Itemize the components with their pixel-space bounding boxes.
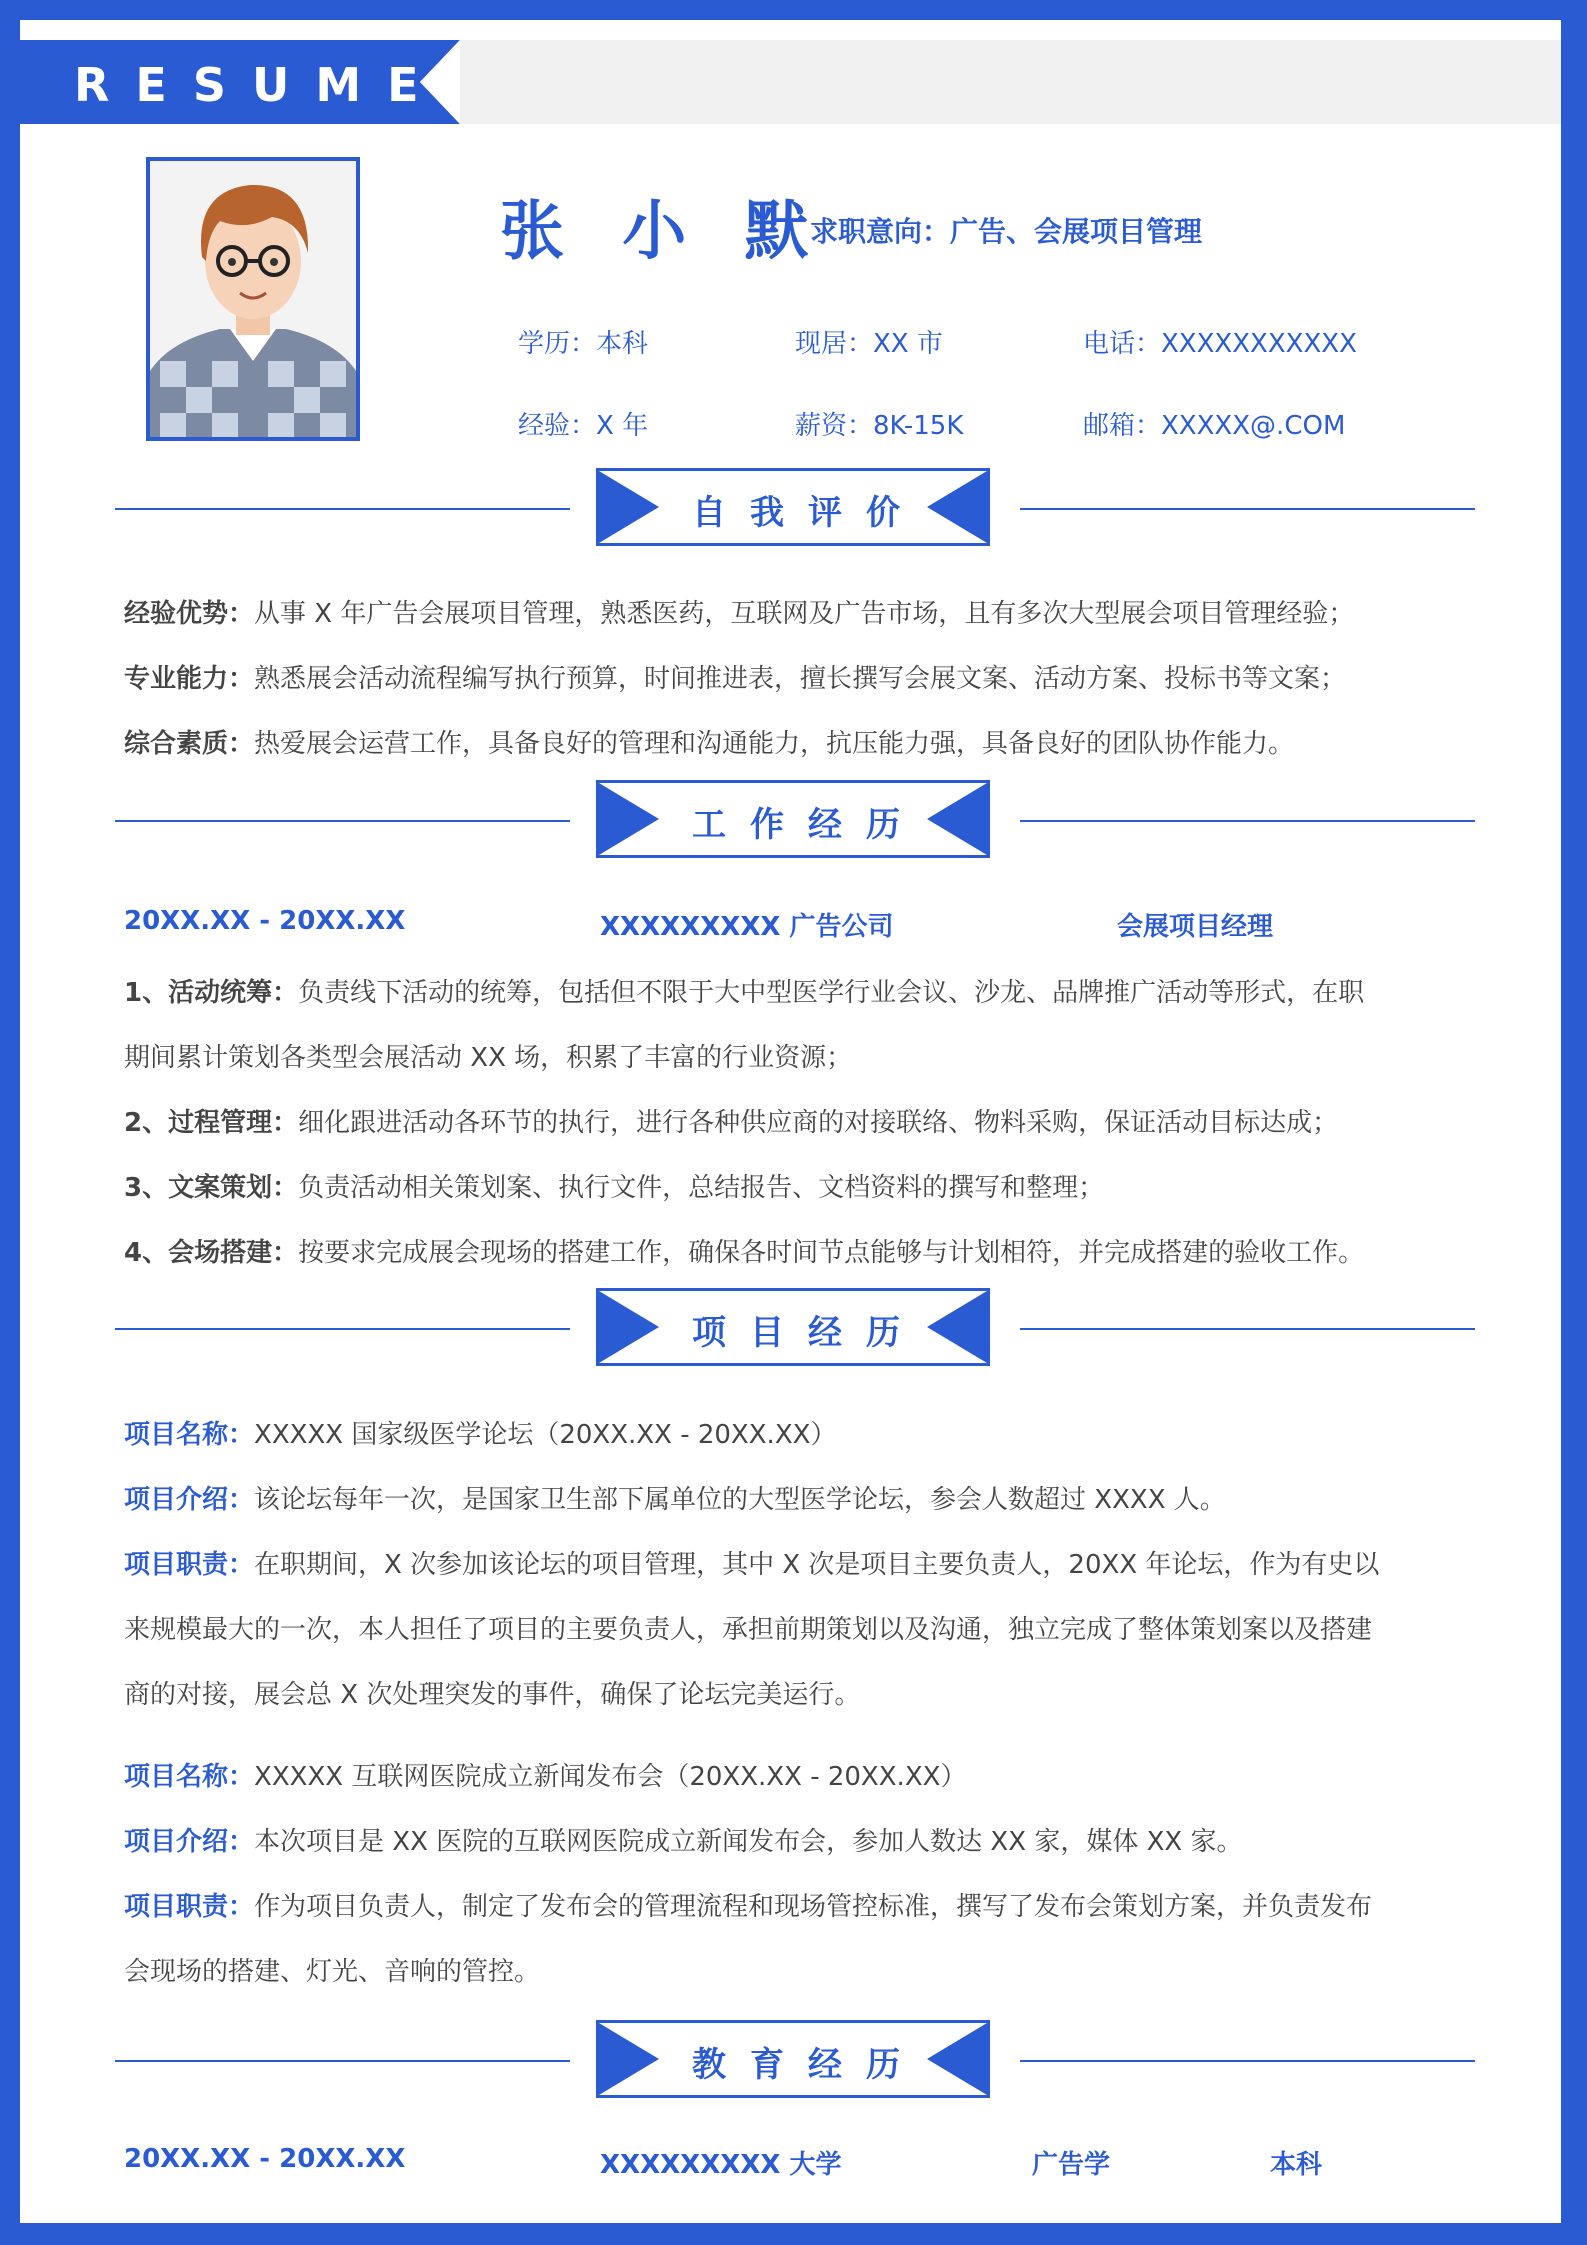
item-key: 项目介绍： — [124, 1485, 255, 1515]
item-key: 项目名称： — [124, 1762, 255, 1792]
section-education — [115, 2020, 1475, 2100]
project-line — [124, 1479, 1226, 1516]
item-key: 经验优势： — [124, 599, 255, 629]
item-value: 负责活动相关策划案、执行文件，总结报告、文档资料的撰写和整理； — [298, 1173, 1105, 1203]
section-divider — [1020, 1328, 1475, 1330]
resume-tag — [20, 40, 460, 124]
section-divider — [115, 2060, 570, 2062]
edu-degree: 本科 — [1270, 2150, 1323, 2180]
project-line — [124, 1609, 1372, 1646]
item-value: 作为项目负责人，制定了发布会的管理流程和现场管控标准，撰写了发布会策划方案，并负责发布 — [254, 1892, 1373, 1922]
avatar-illustration — [150, 161, 356, 437]
item-value: 期间累计策划各类型会展活动 XX 场，积累了丰富的行业资源； — [124, 1043, 853, 1073]
work-period: 20XX.XX - 20XX.XX — [124, 906, 406, 936]
work-line — [124, 1232, 1364, 1269]
item-value: 热爱展会运营工作，具备良好的管理和沟通能力，抗压能力强，具备良好的团队协作能力。 — [254, 729, 1295, 759]
info-education: 学历：本科 — [518, 329, 649, 359]
section-divider — [1020, 2060, 1475, 2062]
header-band — [460, 40, 1561, 124]
info-phone: 电话：XXXXXXXXXXX — [1083, 329, 1357, 359]
edu-major: 广告学 — [1032, 2150, 1111, 2180]
item-value: 会现场的搭建、灯光、音响的管控。 — [124, 1957, 541, 1987]
project-line — [124, 1886, 1372, 1923]
item-value: XXXXX 互联网医院成立新闻发布会（20XX.XX - 20XX.XX） — [254, 1762, 967, 1792]
info-email: 邮箱：XXXXX@.COM — [1083, 411, 1346, 441]
resume-label: RESUME — [74, 58, 445, 112]
project-line — [124, 1674, 860, 1711]
section-divider — [115, 508, 570, 510]
item-value: 从事 X 年广告会展项目管理，熟悉医药，互联网及广告市场，且有多次大型展会项目管理经验； — [254, 599, 1355, 629]
work-line — [124, 1102, 1338, 1139]
project-line — [124, 1951, 540, 1988]
section-divider — [115, 820, 570, 822]
item-value: 该论坛每年一次，是国家卫生部下属单位的大型医学论坛，参会人数超过 XXXX 人。 — [254, 1485, 1226, 1515]
section-title-box — [596, 2020, 990, 2098]
section-title: 自我评价 — [692, 493, 924, 533]
section-self-eval — [115, 468, 1475, 548]
section-title-box — [596, 468, 990, 546]
item-value: 本次项目是 XX 医院的互联网医院成立新闻发布会，参加人数达 XX 家，媒体 XX 家。 — [254, 1827, 1243, 1857]
section-divider — [115, 1328, 570, 1330]
self-eval-item — [124, 658, 1346, 695]
project-line — [124, 1414, 836, 1451]
edu-period: 20XX.XX - 20XX.XX — [124, 2144, 406, 2174]
self-eval-item — [124, 593, 1354, 630]
section-title-box — [596, 780, 990, 858]
applicant-name: 张 小 默 — [500, 195, 827, 269]
work-role: 会展项目经理 — [1117, 912, 1274, 942]
section-title: 工作经历 — [692, 805, 924, 845]
item-key: 4、会场搭建： — [124, 1238, 299, 1268]
section-title: 教育经历 — [692, 2045, 924, 2085]
item-value: XXXXX 国家级医学论坛（20XX.XX - 20XX.XX） — [254, 1420, 837, 1450]
project-line — [124, 1821, 1242, 1858]
edu-school: XXXXXXXXX 大学 — [600, 2150, 842, 2180]
work-company: XXXXXXXXX 广告公司 — [600, 912, 894, 942]
item-value: 按要求完成展会现场的搭建工作，确保各时间节点能够与计划相符，并完成搭建的验收工作。 — [298, 1238, 1365, 1268]
item-value: 在职期间，X 次参加该论坛的项目管理，其中 X 次是项目主要负责人，20XX 年论坛，作为有史以 — [254, 1550, 1380, 1580]
section-title-box — [596, 1288, 990, 1366]
item-key: 项目职责： — [124, 1892, 255, 1922]
project-line — [124, 1544, 1379, 1581]
job-intent: 求职意向：广告、会展项目管理 — [810, 215, 1203, 248]
item-value: 商的对接，展会总 X 次处理突发的事件，确保了论坛完美运行。 — [124, 1680, 861, 1710]
item-key: 2、过程管理： — [124, 1108, 299, 1138]
item-key: 项目介绍： — [124, 1827, 255, 1857]
item-key: 1、活动统筹： — [124, 978, 299, 1008]
work-line — [124, 1037, 852, 1074]
self-eval-item — [124, 723, 1294, 760]
info-salary: 薪资：8K-15K — [795, 411, 964, 441]
avatar — [146, 157, 360, 441]
section-work — [115, 780, 1475, 860]
info-residence: 现居：XX 市 — [795, 329, 943, 359]
section-divider — [1020, 820, 1475, 822]
item-value: 来规模最大的一次，本人担任了项目的主要负责人，承担前期策划以及沟通，独立完成了整体策划案以及搭建 — [124, 1615, 1373, 1645]
item-key: 项目名称： — [124, 1420, 255, 1450]
section-divider — [1020, 508, 1475, 510]
work-line — [124, 972, 1364, 1009]
section-project — [115, 1288, 1475, 1368]
item-key: 专业能力： — [124, 664, 255, 694]
project-line — [124, 1756, 966, 1793]
item-key: 项目职责： — [124, 1550, 255, 1580]
resume-page — [20, 20, 1561, 2223]
work-line — [124, 1167, 1104, 1204]
item-value: 熟悉展会活动流程编写执行预算，时间推进表，擅长撰写会展文案、活动方案、投标书等文案； — [254, 664, 1347, 694]
section-title: 项目经历 — [692, 1313, 924, 1353]
info-experience: 经验：X 年 — [518, 411, 649, 441]
item-key: 3、文案策划： — [124, 1173, 299, 1203]
item-key: 综合素质： — [124, 729, 255, 759]
item-value: 负责线下活动的统筹，包括但不限于大中型医学行业会议、沙龙、品牌推广活动等形式，在职 — [298, 978, 1365, 1008]
item-value: 细化跟进活动各环节的执行，进行各种供应商的对接联络、物料采购，保证活动目标达成； — [298, 1108, 1339, 1138]
